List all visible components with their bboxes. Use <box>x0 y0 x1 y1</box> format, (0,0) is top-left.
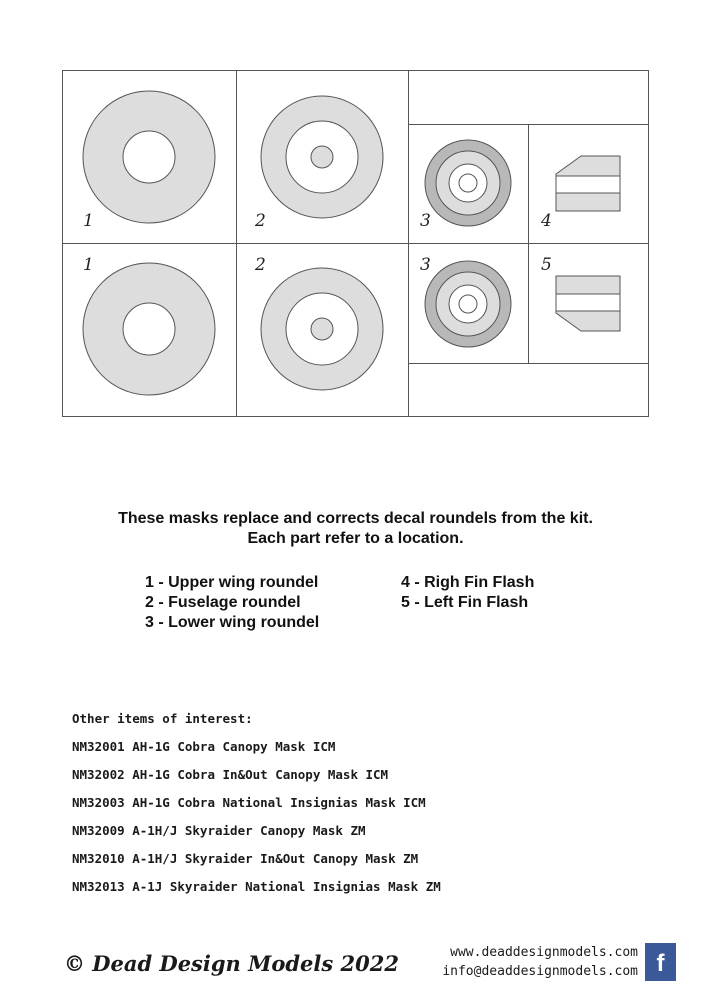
part-number: 1 <box>83 255 94 275</box>
legend-left <box>145 573 319 633</box>
other-item: NM32003 AH-1G Cobra National Insignias Mask ICM <box>72 795 426 810</box>
part-2-upper-roundel <box>261 96 383 218</box>
contact-info <box>442 943 638 981</box>
legend-item: 4 - Righ Fin Flash <box>401 574 535 591</box>
legend-item: 2 - Fuselage roundel <box>145 594 301 611</box>
part-number: 2 <box>255 255 266 275</box>
part-3-upper-roundel <box>425 140 511 226</box>
part-number: 4 <box>541 211 552 231</box>
part-number: 3 <box>420 255 431 275</box>
part-number: 3 <box>420 211 431 231</box>
legend-item: 3 - Lower wing roundel <box>145 614 320 631</box>
website-link[interactable]: www.deaddesignmodels.com <box>450 945 638 960</box>
legend-item: 1 - Upper wing roundel <box>145 574 319 591</box>
part-1-lower-roundel <box>83 263 215 395</box>
facebook-icon[interactable]: f <box>645 943 676 981</box>
other-item: NM32010 A-1H/J Skyraider In&Out Canopy Mask ZM <box>72 851 419 866</box>
other-item: NM32002 AH-1G Cobra In&Out Canopy Mask ICM <box>72 767 389 782</box>
other-item: NM32001 AH-1G Cobra Canopy Mask ICM <box>72 739 336 754</box>
part-number: 2 <box>255 211 266 231</box>
other-item: NM32009 A-1H/J Skyraider Canopy Mask ZM <box>72 823 366 838</box>
legend-right <box>401 573 534 613</box>
legend-item: 5 - Left Fin Flash <box>401 594 529 611</box>
part-1-upper-roundel <box>83 91 215 223</box>
other-items-heading: Other items of interest: <box>72 711 253 726</box>
mask-sheet <box>0 0 711 430</box>
part-number: 5 <box>541 255 552 275</box>
part-2-lower-roundel <box>261 268 383 390</box>
email-link[interactable]: info@deaddesignmodels.com <box>442 964 638 979</box>
part-number: 1 <box>83 211 94 231</box>
part-4-fin-flash <box>556 156 620 211</box>
intro-line: These masks replace and corrects decal roundels from the kit. <box>118 510 593 527</box>
part-5-fin-flash <box>556 276 620 331</box>
other-item: NM32013 A-1J Skyraider National Insignias Mask ZM <box>72 879 441 894</box>
other-items <box>72 711 441 907</box>
intro-line: Each part refer to a location. <box>247 530 464 547</box>
copyright: © Dead Design Models 2022 <box>64 951 399 976</box>
intro-text <box>0 509 711 549</box>
part-3-lower-roundel <box>425 261 511 347</box>
